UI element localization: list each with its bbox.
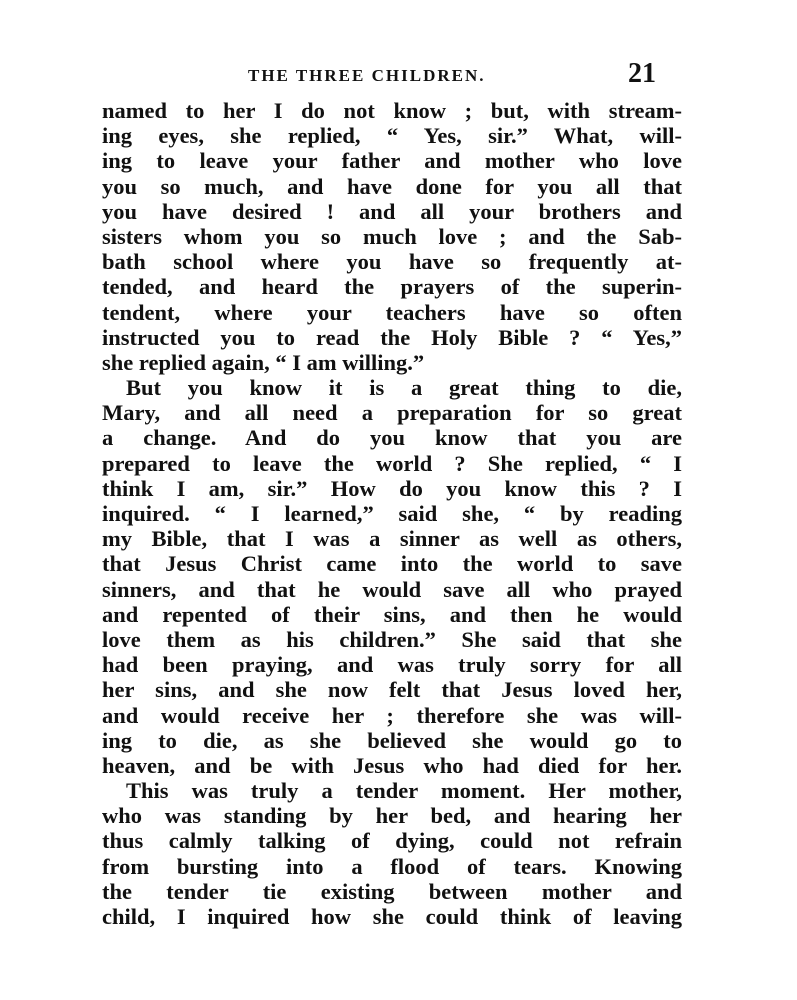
text-line: sisters whom you so much love ; and the Sab- — [102, 223, 682, 249]
page-number: 21 — [628, 58, 656, 89]
running-title: THE THREE CHILDREN. — [248, 66, 486, 85]
text-line: think I am, sir.” How do you know this ? I — [102, 475, 682, 501]
text-line: from bursting into a flood of tears. Knowing — [102, 853, 682, 879]
text-line: tended, and heard the prayers of the superin- — [102, 274, 682, 300]
text-line: heaven, and be with Jesus who had died for her. — [102, 752, 682, 778]
text-line: you have desired ! and all your brothers and — [102, 198, 682, 224]
text-line: my Bible, that I was a sinner as well as others, — [102, 526, 682, 552]
text-line: Mary, and all need a preparation for so great — [102, 400, 682, 426]
text-line: named to her I do not know ; but, with stream- — [102, 98, 682, 123]
text-line: ing eyes, she replied, “ Yes, sir.” What, will- — [102, 123, 682, 149]
text-line: and would receive her ; therefore she was will- — [102, 702, 682, 728]
text-line: a change. And do you know that you are — [102, 425, 682, 451]
text-line: who was standing by her bed, and hearing her — [102, 803, 682, 829]
text-line: bath school where you have so frequently at- — [102, 249, 682, 275]
text-line: she replied again, “ I am willing.” — [102, 349, 425, 375]
text-line: and repented of their sins, and then he would — [102, 601, 682, 627]
paragraph-start-line: But you know it is a great thing to die, — [126, 375, 682, 401]
text-line: instructed you to read the Holy Bible ? “ Yes,” — [102, 324, 682, 350]
text-line: prepared to leave the world ? She replied, “ I — [102, 450, 682, 476]
paragraph-start-line: This was truly a tender moment. Her mother, — [126, 778, 682, 804]
text-line: thus calmly talking of dying, could not refrain — [102, 828, 682, 854]
text-line: ing to die, as she believed she would go to — [102, 727, 682, 753]
body-text — [102, 98, 682, 929]
text-line: child, I inquired how she could think of leaving — [102, 904, 682, 929]
text-line: that Jesus Christ came into the world to save — [102, 551, 682, 577]
text-line: sinners, and that he would save all who prayed — [102, 576, 682, 602]
text-line: inquired. “ I learned,” said she, “ by reading — [102, 501, 682, 526]
text-line: you so much, and have done for you all that — [102, 173, 682, 199]
text-line: the tender tie existing between mother and — [102, 878, 682, 904]
text-line: tendent, where your teachers have so often — [102, 299, 682, 325]
text-line: love them as his children.” She said that she — [102, 626, 682, 652]
text-line: ing to leave your father and mother who love — [102, 148, 682, 174]
text-line: had been praying, and was truly sorry for all — [102, 652, 682, 678]
text-line: her sins, and she now felt that Jesus loved her, — [102, 677, 682, 703]
